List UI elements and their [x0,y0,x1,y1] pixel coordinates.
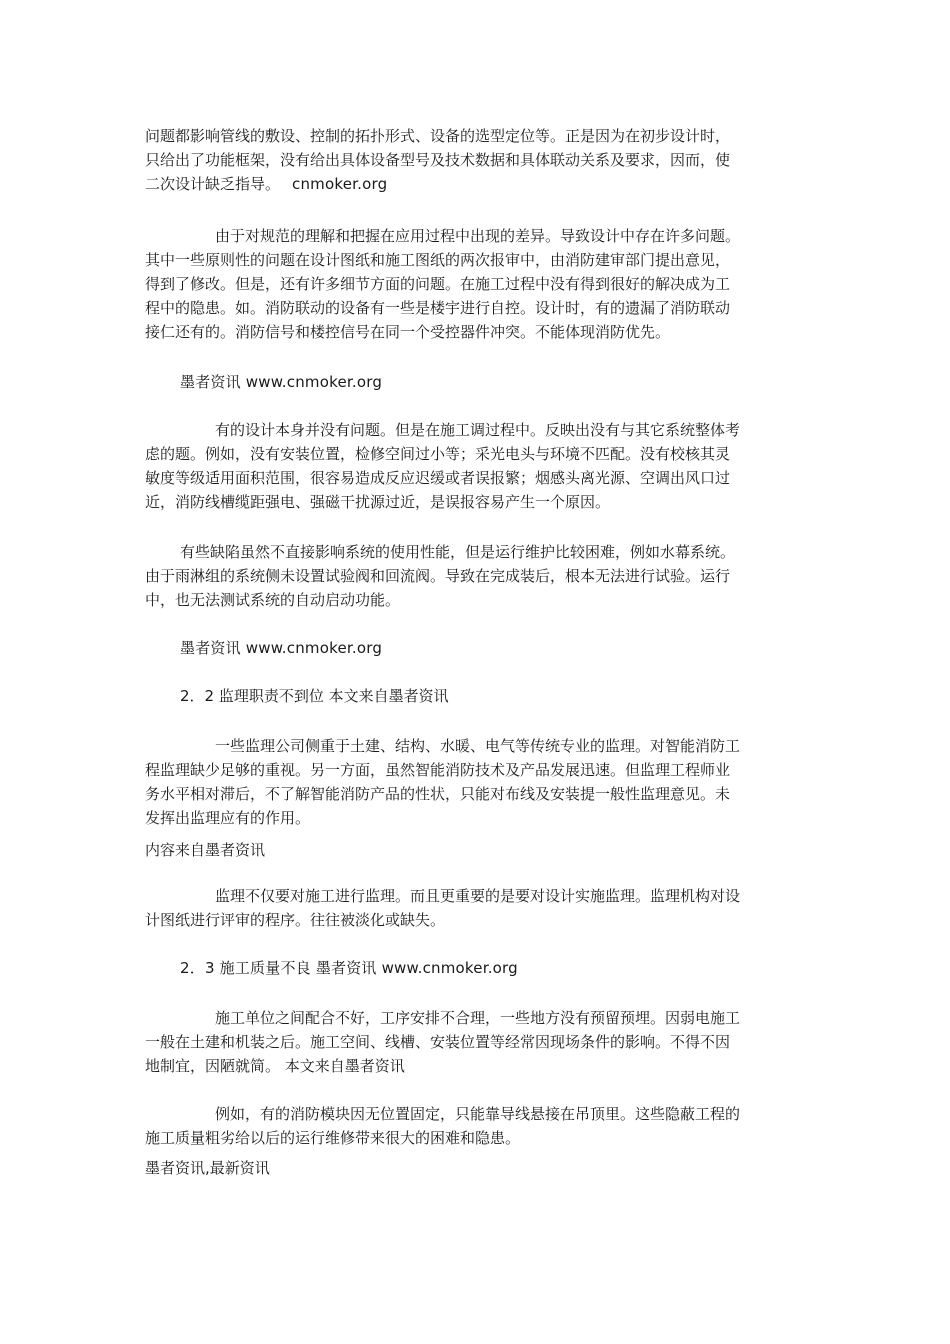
text-line: 监理不仅要对施工进行监理。而且更重要的是要对设计实施监理。监理机构对设 [215,887,741,905]
text-line: 发挥出监理应有的作用。 [145,809,311,827]
text-line: 得到了修改。但是，还有许多细节方面的问题。在施工过程中没有得到很好的解决成为工 [145,275,731,293]
paragraph-system-integration [145,418,805,514]
text-line [145,172,805,196]
text-line: 程监理缺少足够的重视。另一方面，虽然智能消防技术及产品发展迅速。但监理工程师业 [145,761,731,779]
paragraph-design-issues [145,124,805,196]
section-heading-2-3 [145,956,805,980]
text-line: 敏度等级适用面积范围，很容易造成反应迟缓或者误报繁；烟感头离光源、空调出风口过 [145,469,731,487]
text-line-content: 二次设计缺乏指导。 [145,175,281,193]
text-line: 施工单位之间配合不好，工序安排不合理，一些地方没有预留预埋。因弱电施工 [215,1009,741,1027]
text-line: 有的设计本身并没有问题。但是在施工调过程中。反映出没有与其它系统整体考 [215,421,741,439]
paragraph-spec-understanding [145,224,805,344]
paragraph-supervision [145,734,805,830]
source-credit [145,838,805,862]
text-line: 地制宜，因陋就简。 本文来自墨者资讯 [145,1057,405,1075]
heading-text: 2．3 施工质量不良 墨者资讯 www.cnmoker.org [180,959,518,977]
text-line: 计图纸进行评审的程序。往往被淡化或缺失。 [145,911,446,929]
text-line: 中，也无法测试系统的自动启动功能。 [145,591,401,609]
text-line: 施工质量粗劣给以后的运行维修带来很大的困难和隐患。 [145,1129,521,1147]
credit-text: 墨者资讯 www.cnmoker.org [180,639,383,657]
text-line: 例如，有的消防模块因无位置固定，只能靠导线悬接在吊顶里。这些隐蔽工程的 [215,1105,741,1123]
text-line: 只给出了功能框架，没有给出具体设备型号及技术数据和具体联动关系及要求，因而，使 [145,151,731,169]
paragraph-construction-quality [145,1006,805,1078]
source-credit [145,370,805,394]
text-line: 问题都影响管线的敷设、控制的拓扑形式、设备的选型定位等。正是因为在初步设计时， [145,127,731,145]
text-line: 其中一些原则性的问题在设计图纸和施工图纸的两次报审中，由消防建审部门提出意见， [145,251,731,269]
text-line: 虑的题。例如，没有安装位置，检修空间过小等；采光电头与环境不匹配。没有校核其灵 [145,445,731,463]
paragraph-design-supervision [145,884,805,932]
text-line: 务水平相对滞后，不了解智能消防产品的性状，只能对布线及安装提一般性监理意见。未 [145,785,731,803]
source-credit [145,636,805,660]
credit-text: 内容来自墨者资讯 [145,841,266,859]
heading-text: 2．2 监理职责不到位 本文来自墨者资讯 [180,687,449,705]
text-line: 由于对规范的理解和把握在应用过程中出现的差异。导致设计中存在许多问题。 [215,227,741,245]
text-line: 有些缺陷虽然不直接影响系统的使用性能，但是运行维护比较困难，例如水幕系统。 [180,543,736,561]
credit-text: 墨者资讯 www.cnmoker.org [180,373,383,391]
site-link-text: cnmoker.org [292,175,388,193]
source-credit [145,1156,805,1180]
paragraph-module-example [145,1102,805,1150]
text-line: 接仁还有的。消防信号和楼控信号在同一个受控器件冲突。不能体现消防优先。 [145,323,671,341]
text-line: 一般在土建和机装之后。施工空间、线槽、安装位置等经常因现场条件的影响。不得不因 [145,1033,731,1051]
text-line: 一些监理公司侧重于土建、结构、水暖、电气等传统专业的监理。对智能消防工 [215,737,741,755]
text-line: 程中的隐患。如。消防联动的设备有一些是楼宇进行自控。设计时，有的遗漏了消防联动 [145,299,731,317]
section-heading-2-2 [145,684,805,708]
paragraph-maintenance-defects [145,540,805,612]
credit-text: 墨者资讯,最新资讯 [145,1159,270,1177]
text-line: 由于雨淋组的系统侧未设置试验阀和回流阀。导致在完成装后，根本无法进行试验。运行 [145,567,731,585]
text-line: 近，消防线槽缆距强电、强磁干扰源过近，是误报容易产生一个原因。 [145,493,611,511]
